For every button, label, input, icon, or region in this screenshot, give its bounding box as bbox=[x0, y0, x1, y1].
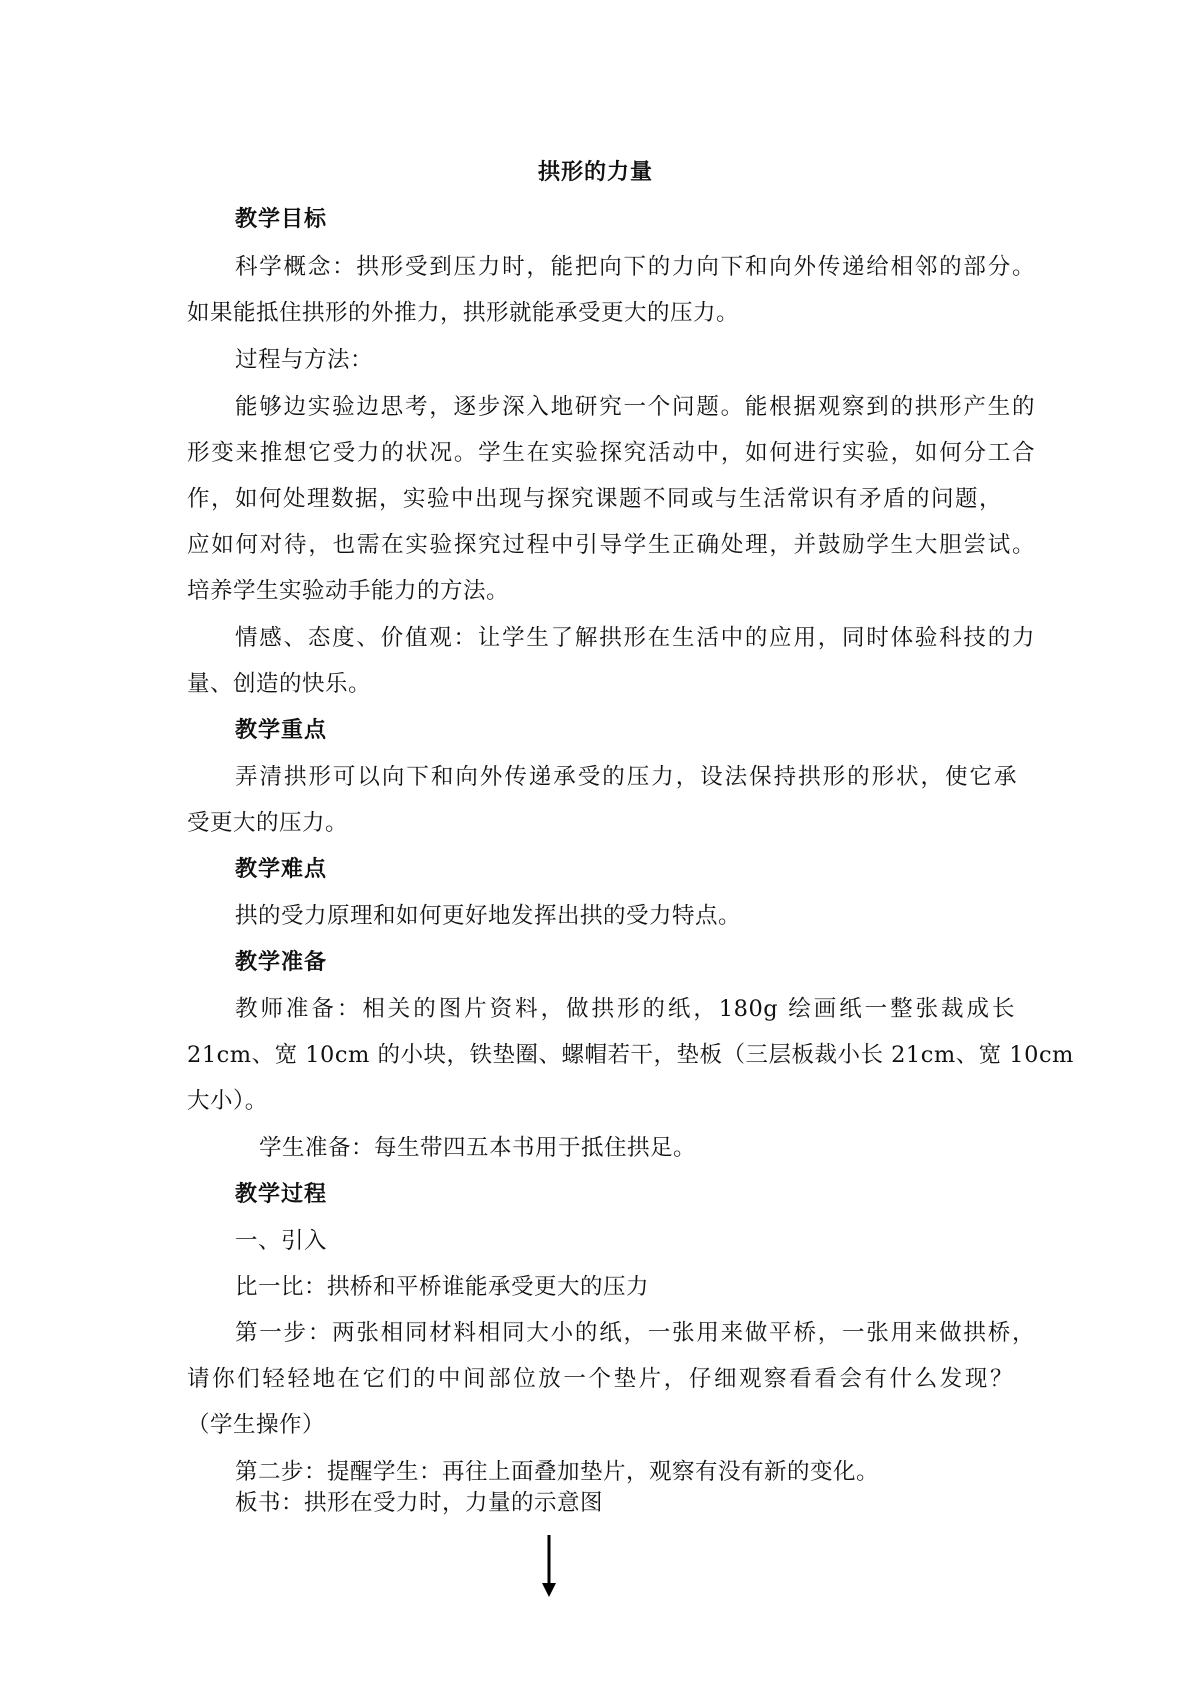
paragraph-line: 拱的受力原理和如何更好地发挥出拱的受力特点。 bbox=[235, 903, 742, 929]
paragraph-line: 量、创造的快乐。 bbox=[187, 671, 372, 697]
paragraph-line: 过程与方法： bbox=[235, 347, 374, 373]
heading-process: 教学过程 bbox=[235, 1182, 328, 1207]
paragraph-line: 21cm、宽 10cm 的小块，铁垫圈、螺帽若干，垫板（三层板裁小长 21cm、宽 10cm bbox=[187, 1042, 1074, 1068]
heading-difficulties: 教学难点 bbox=[235, 857, 328, 882]
paragraph-line: 如果能抵住拱形的外推力，拱形就能承受更大的压力。 bbox=[187, 300, 740, 326]
paragraph-line: （学生操作） bbox=[187, 1412, 326, 1438]
paragraph-line: 大小）。 bbox=[187, 1088, 268, 1114]
paragraph-line: 请你们轻轻地在它们的中间部位放一个垫片，仔细观察看看会有什么发现？ bbox=[187, 1366, 1013, 1392]
down-arrow-icon bbox=[541, 1535, 557, 1597]
paragraph-line: 教师准备：相关的图片资料，做拱形的纸，180g 绘画纸一整张裁成长 bbox=[235, 996, 1015, 1022]
page-title: 拱形的力量 bbox=[537, 160, 653, 185]
paragraph-line: 板书：拱形在受力时，力量的示意图 bbox=[235, 1490, 604, 1516]
heading-teaching-goals: 教学目标 bbox=[235, 207, 328, 232]
paragraph-line: 一、引入 bbox=[235, 1228, 328, 1254]
paragraph-line: 培养学生实验动手能力的方法。 bbox=[187, 578, 510, 604]
paragraph-line: 能够边实验边思考，逐步深入地研究一个问题。能根据观察到的拱形产生的 bbox=[235, 394, 1035, 420]
paragraph-line: 比一比：拱桥和平桥谁能承受更大的压力 bbox=[235, 1274, 650, 1300]
heading-preparation: 教学准备 bbox=[235, 950, 328, 975]
paragraph-line: 学生准备：每生带四五本书用于抵住拱足。 bbox=[259, 1135, 697, 1161]
paragraph-line: 受更大的压力。 bbox=[187, 810, 349, 836]
paragraph-line: 科学概念：拱形受到压力时，能把向下的力向下和向外传递给相邻的部分。 bbox=[235, 254, 1035, 280]
paragraph-line: 第二步：提醒学生：再往上面叠加垫片，观察有没有新的变化。 bbox=[235, 1459, 880, 1485]
paragraph-line: 情感、态度、价值观：让学生了解拱形在生活中的应用，同时体验科技的力 bbox=[235, 625, 1035, 651]
paragraph-line: 应如何对待，也需在实验探究过程中引导学生正确处理，并鼓励学生大胆尝试。 bbox=[187, 532, 1035, 558]
paragraph-line: 形变来推想它受力的状况。学生在实验探究活动中，如何进行实验，如何分工合 bbox=[187, 440, 1035, 466]
paragraph-line: 作，如何处理数据，实验中出现与探究课题不同或与生活常识有矛盾的问题， bbox=[187, 486, 1002, 512]
paragraph-line: 弄清拱形可以向下和向外传递承受的压力，设法保持拱形的形状，使它承 bbox=[235, 764, 1017, 790]
heading-key-points: 教学重点 bbox=[235, 718, 328, 743]
paragraph-line: 第一步：两张相同材料相同大小的纸，一张用来做平桥，一张用来做拱桥， bbox=[235, 1320, 1035, 1346]
